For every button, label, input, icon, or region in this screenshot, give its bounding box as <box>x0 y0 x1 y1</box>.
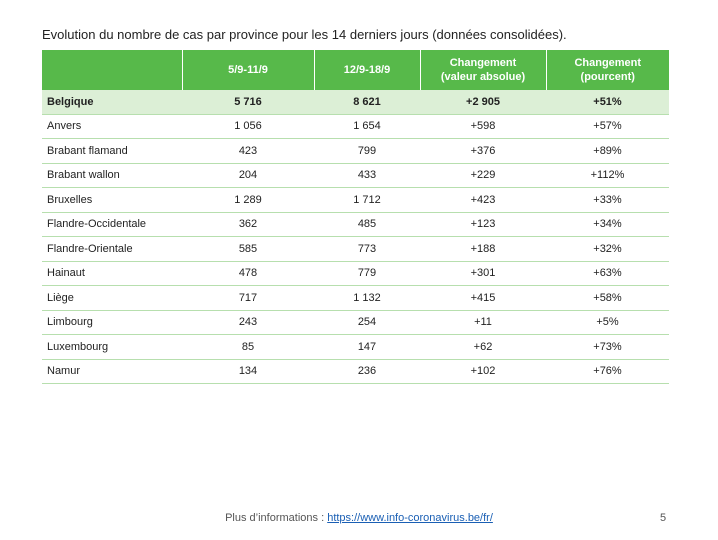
value-cell: +123 <box>420 212 546 237</box>
province-name: Anvers <box>42 114 182 139</box>
value-cell: 478 <box>182 261 314 286</box>
province-name: Brabant flamand <box>42 139 182 164</box>
province-cases-table <box>42 50 669 384</box>
table-row <box>42 139 669 164</box>
total-row <box>42 90 669 114</box>
value-cell: +376 <box>420 139 546 164</box>
header-text: Changement <box>449 57 517 69</box>
header-text: (pourcent) <box>580 71 635 83</box>
page-title: Evolution du nombre de cas par province pour les 14 derniers jours (données consolidées). <box>42 27 567 42</box>
header-period-2 <box>314 50 420 90</box>
value-cell: 8 621 <box>314 90 420 114</box>
table-row <box>42 212 669 237</box>
table-row <box>42 261 669 286</box>
value-cell: 799 <box>314 139 420 164</box>
value-cell: +57% <box>546 114 669 139</box>
value-cell: 243 <box>182 310 314 335</box>
header-text: 5/9-11/9 <box>228 64 268 76</box>
province-name: Luxembourg <box>42 335 182 360</box>
header-period-1 <box>182 50 314 90</box>
value-cell: 585 <box>182 237 314 262</box>
value-cell: +423 <box>420 188 546 213</box>
value-cell: +112% <box>546 163 669 188</box>
value-cell: +58% <box>546 286 669 311</box>
value-cell: +34% <box>546 212 669 237</box>
value-cell: +76% <box>546 359 669 384</box>
value-cell: 236 <box>314 359 420 384</box>
value-cell: 5 716 <box>182 90 314 114</box>
table-row <box>42 310 669 335</box>
province-name: Flandre-Orientale <box>42 237 182 262</box>
value-cell: +51% <box>546 90 669 114</box>
province-name: Hainaut <box>42 261 182 286</box>
value-cell: +11 <box>420 310 546 335</box>
province-name: Brabant wallon <box>42 163 182 188</box>
value-cell: +32% <box>546 237 669 262</box>
value-cell: +62 <box>420 335 546 360</box>
value-cell: +102 <box>420 359 546 384</box>
value-cell: 433 <box>314 163 420 188</box>
value-cell: +301 <box>420 261 546 286</box>
value-cell: +188 <box>420 237 546 262</box>
value-cell: 423 <box>182 139 314 164</box>
value-cell: +63% <box>546 261 669 286</box>
page-number: 5 <box>660 512 667 524</box>
value-cell: +89% <box>546 139 669 164</box>
table-row <box>42 114 669 139</box>
header-change-percent <box>546 50 669 90</box>
table-row <box>42 237 669 262</box>
table-row <box>42 359 669 384</box>
value-cell: 134 <box>182 359 314 384</box>
province-name: Belgique <box>42 90 182 114</box>
value-cell: +73% <box>546 335 669 360</box>
value-cell: 85 <box>182 335 314 360</box>
value-cell: +2 905 <box>420 90 546 114</box>
province-name: Namur <box>42 359 182 384</box>
value-cell: 1 654 <box>314 114 420 139</box>
header-change-absolute <box>420 50 546 90</box>
table-body <box>42 90 669 384</box>
value-cell: 485 <box>314 212 420 237</box>
value-cell: +5% <box>546 310 669 335</box>
province-name: Liège <box>42 286 182 311</box>
header-text: (valeur absolue) <box>440 71 526 83</box>
value-cell: +598 <box>420 114 546 139</box>
province-name: Flandre-Occidentale <box>42 212 182 237</box>
table-header-row <box>42 50 669 90</box>
value-cell: 773 <box>314 237 420 262</box>
table-row <box>42 335 669 360</box>
header-province <box>42 50 182 90</box>
value-cell: 254 <box>314 310 420 335</box>
value-cell: 362 <box>182 212 314 237</box>
footer-link[interactable]: https://www.info-coronavirus.be/fr/ <box>327 512 493 524</box>
table-row <box>42 188 669 213</box>
value-cell: 147 <box>314 335 420 360</box>
header-text: 12/9-18/9 <box>343 64 391 76</box>
value-cell: 1 712 <box>314 188 420 213</box>
value-cell: +33% <box>546 188 669 213</box>
value-cell: 204 <box>182 163 314 188</box>
value-cell: +415 <box>420 286 546 311</box>
value-cell: 779 <box>314 261 420 286</box>
value-cell: 1 132 <box>314 286 420 311</box>
province-name: Bruxelles <box>42 188 182 213</box>
footer <box>0 512 718 524</box>
footer-text: Plus d’informations : <box>225 512 328 524</box>
table-row <box>42 163 669 188</box>
header-text: Changement <box>574 57 642 69</box>
value-cell: +229 <box>420 163 546 188</box>
province-name: Limbourg <box>42 310 182 335</box>
value-cell: 1 056 <box>182 114 314 139</box>
value-cell: 1 289 <box>182 188 314 213</box>
value-cell: 717 <box>182 286 314 311</box>
table-row <box>42 286 669 311</box>
